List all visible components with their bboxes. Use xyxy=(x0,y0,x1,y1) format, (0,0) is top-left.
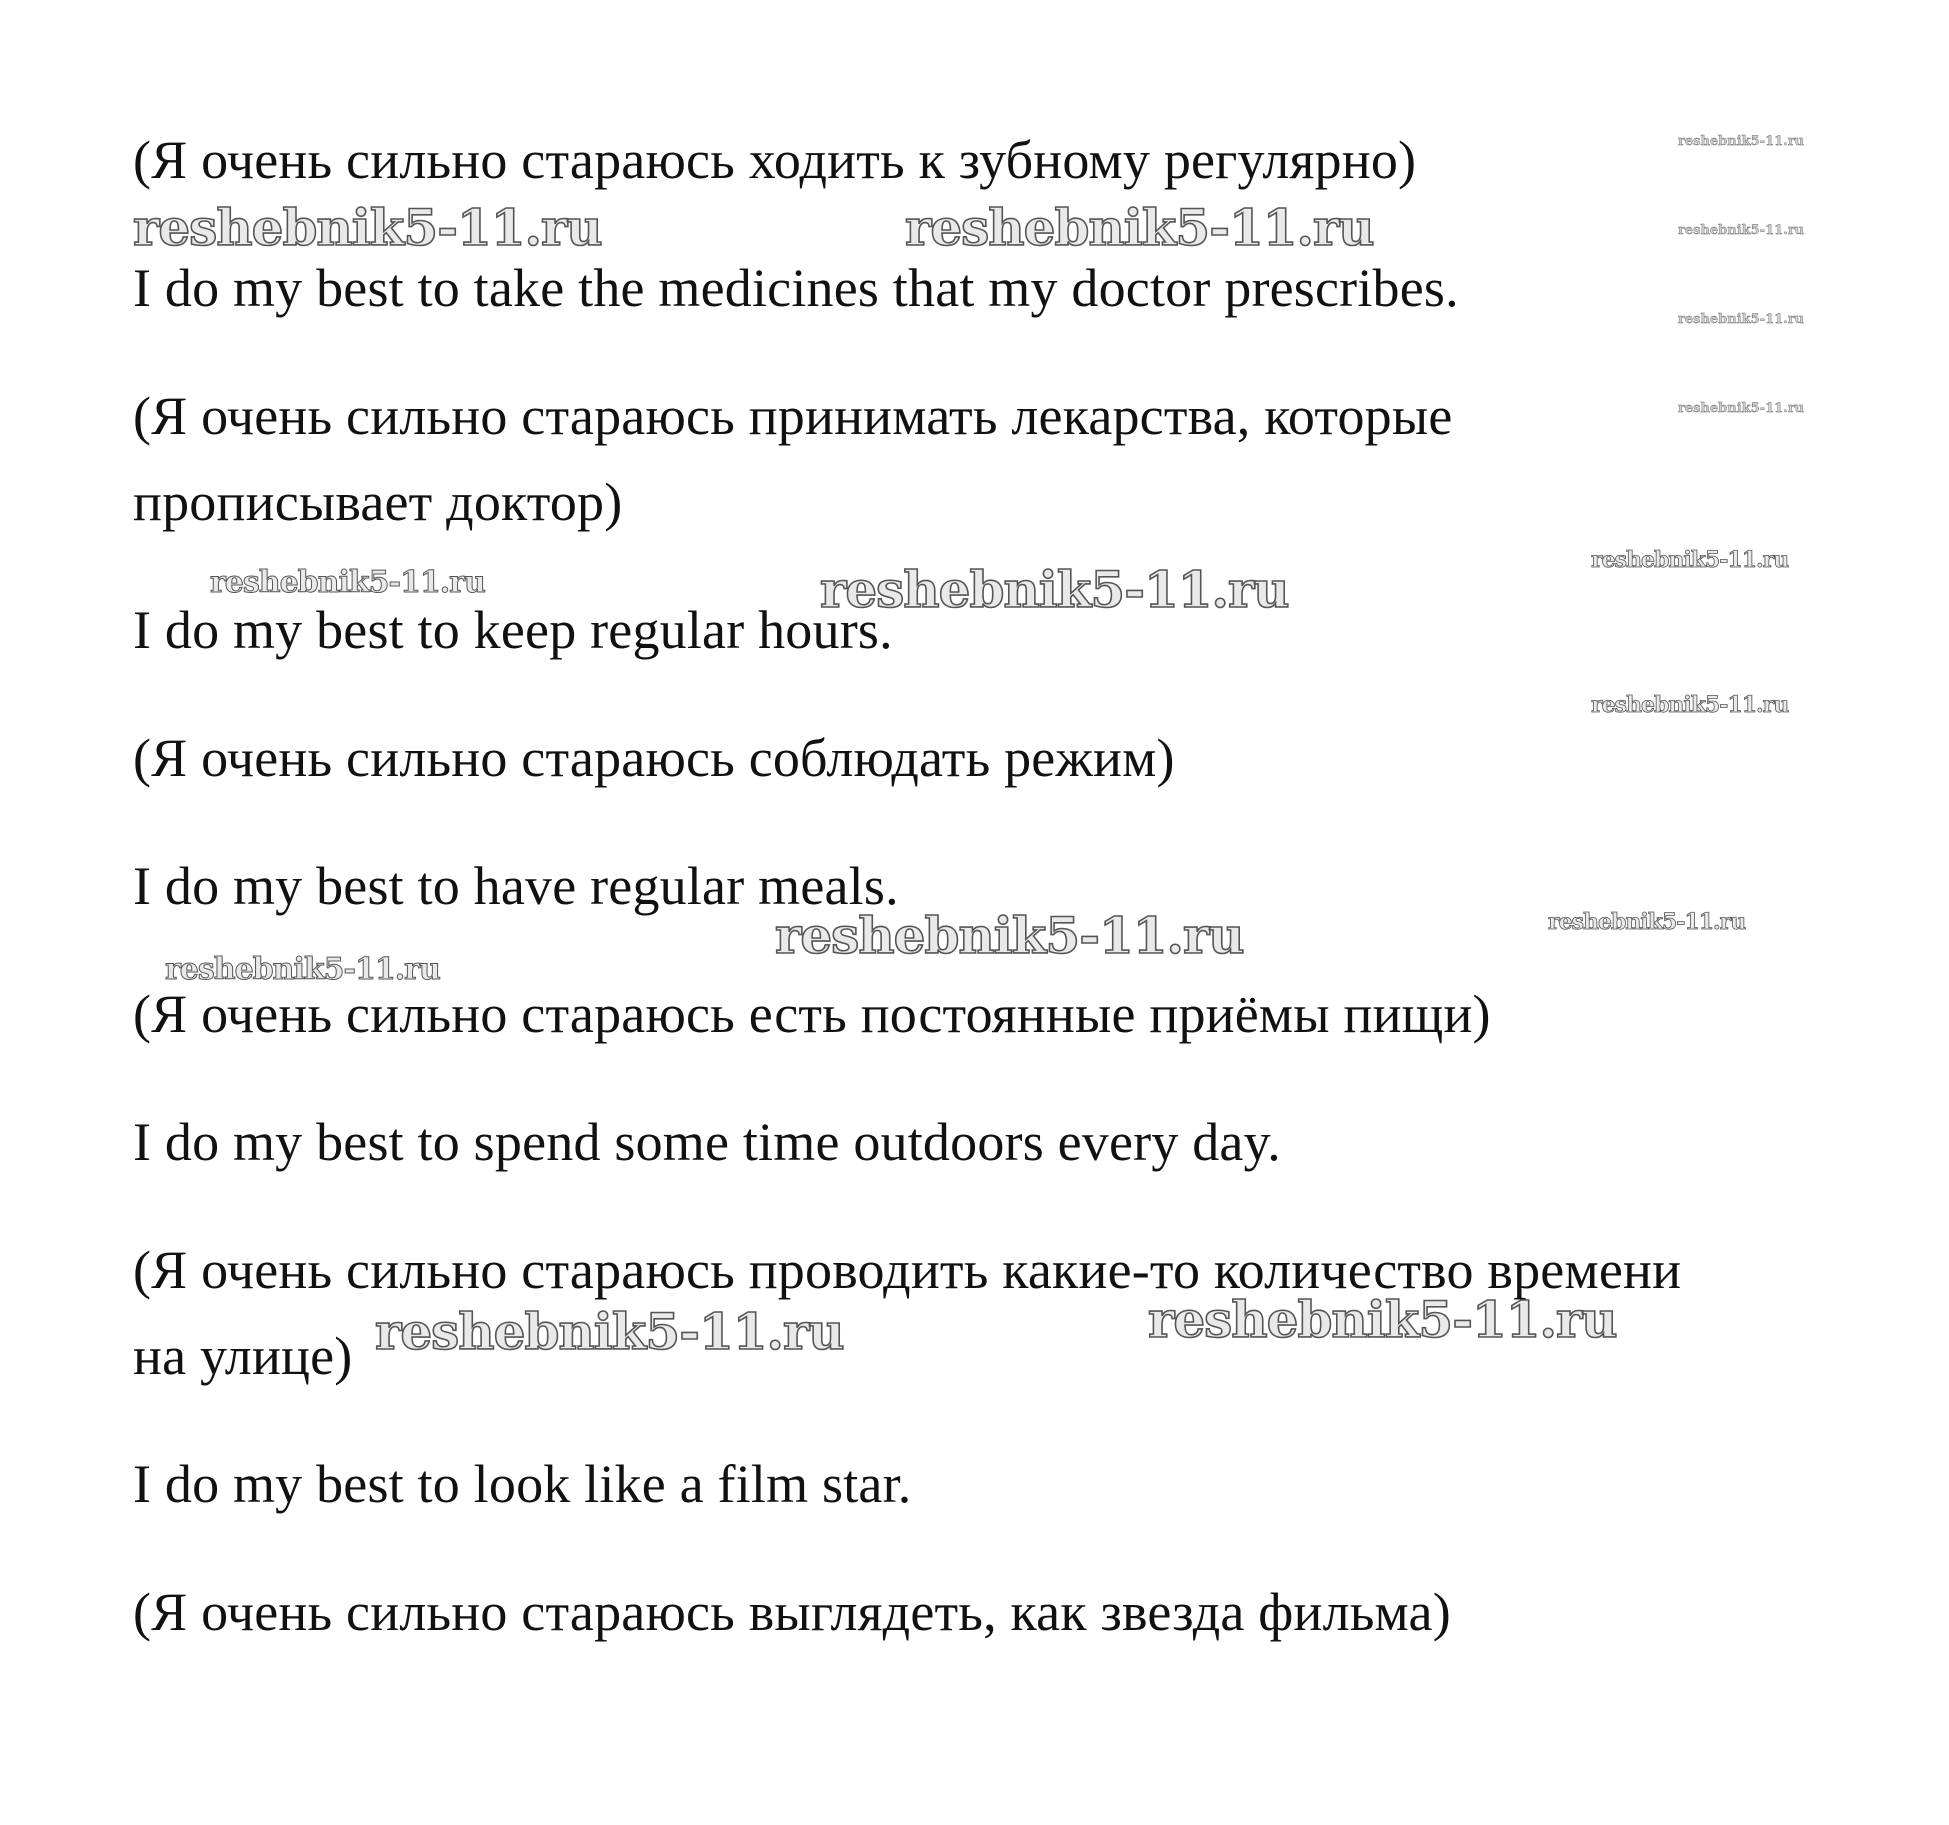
watermark: reshebnik5-11.ru xyxy=(1148,1290,1617,1349)
text-line-10: (Я очень сильно стараюсь проводить какие-то количество времени xyxy=(133,1240,1682,1300)
text-line-4: прописывает доктор) xyxy=(133,472,623,532)
watermark: reshebnik5-11.ru xyxy=(1678,134,1805,149)
watermark: reshebnik5-11.ru xyxy=(1678,312,1805,327)
text-line-7: I do my best to have regular meals. xyxy=(133,856,899,916)
watermark: reshebnik5-11.ru xyxy=(905,198,1374,257)
watermark: reshebnik5-11.ru xyxy=(1678,223,1805,238)
watermark: reshebnik5-11.ru xyxy=(1591,547,1789,573)
watermark: reshebnik5-11.ru xyxy=(165,952,440,987)
watermark: reshebnik5-11.ru xyxy=(375,1302,844,1361)
text-line-8: (Я очень сильно стараюсь есть постоянные приёмы пищи) xyxy=(133,984,1491,1044)
watermark: reshebnik5-11.ru xyxy=(210,565,485,600)
text-line-1: (Я очень сильно стараюсь ходить к зубному регулярно) xyxy=(133,130,1417,190)
watermark: reshebnik5-11.ru xyxy=(133,198,602,257)
text-line-5: I do my best to keep regular hours. xyxy=(133,600,893,660)
text-line-11: на улице) xyxy=(133,1326,353,1386)
text-line-9: I do my best to spend some time outdoors every day. xyxy=(133,1112,1281,1172)
text-line-12: I do my best to look like a film star. xyxy=(133,1454,912,1514)
watermark: reshebnik5-11.ru xyxy=(1591,692,1789,718)
watermark: reshebnik5-11.ru xyxy=(1548,909,1746,935)
text-line-13: (Я очень сильно стараюсь выглядеть, как звезда фильма) xyxy=(133,1582,1451,1642)
watermark: reshebnik5-11.ru xyxy=(1678,401,1805,416)
text-line-2: I do my best to take the medicines that my doctor prescribes. xyxy=(133,258,1459,318)
watermark: reshebnik5-11.ru xyxy=(820,560,1289,619)
text-line-6: (Я очень сильно стараюсь соблюдать режим) xyxy=(133,728,1175,788)
text-line-3: (Я очень сильно стараюсь принимать лекарства, которые xyxy=(133,386,1453,446)
watermark: reshebnik5-11.ru xyxy=(775,906,1244,965)
